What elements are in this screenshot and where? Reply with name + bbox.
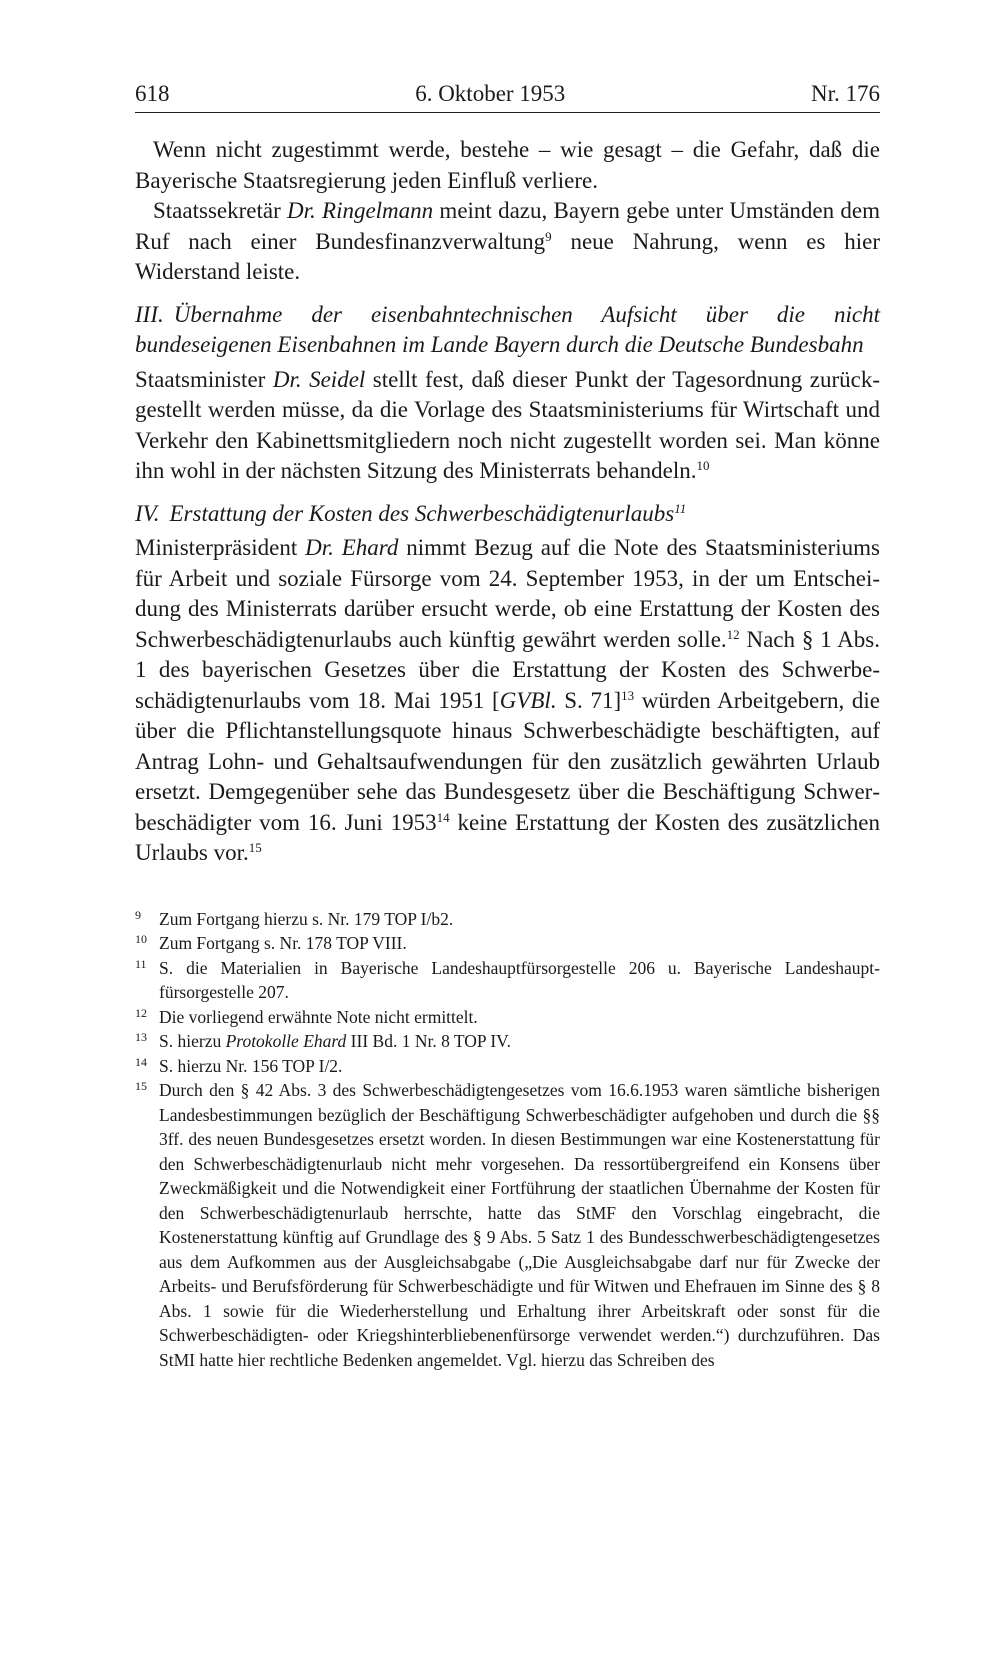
citation-ref: GVBl. — [499, 687, 557, 713]
footnote-ref[interactable]: 10 — [696, 458, 710, 473]
footnote-ref[interactable]: 14 — [436, 809, 450, 825]
footnote: 10 Zum Fortgang s. Nr. 178 TOP VIII. — [135, 932, 407, 953]
footnote-ref[interactable]: 12 — [726, 626, 740, 642]
footnote-ref[interactable]: 13 — [621, 687, 635, 703]
footnotes — [135, 907, 880, 1373]
running-header — [135, 80, 880, 113]
main-text — [135, 135, 880, 869]
document-page — [135, 80, 880, 1372]
paragraph-2: Staatssekretär Dr. Ringelmann meint dazu, Bayern gebe unter Umständen dem Ruf nach einer Bundesfinanzverwaltung$^9$ neue Nahrung, wenn es hier Widerstand leiste. — [135, 198, 880, 284]
footnote-ref[interactable]: 15 — [248, 840, 262, 855]
footnote-ref[interactable]: 11 — [674, 500, 687, 516]
document-number: Nr. 176 — [811, 81, 880, 106]
footnote-ref[interactable]: 9 — [545, 228, 552, 244]
speaker-name: Dr. Seidel — [272, 366, 366, 392]
speaker-name: Dr. Ehard — [305, 535, 399, 560]
page-number: 618 — [135, 81, 170, 106]
paragraph-4: Ministerpräsident Dr. Ehard nimmt Bezug auf die Note des Staatsministeriums für Arbeit und soziale Fürsorge vom 24. September 1953, in der um Entscheidung des Ministerrats darüber ersucht werde, ob eine Erstattung der Kosten des Schwerbeschädigtenurlaubs auch künftig gewährt werden solle.$^{12}$ Nach § 1 Abs. 1 des bayerischen Gesetzes über die Erstattung der Kosten des Schwerbeschädigtenurlaubs vom 18. Mai 1951 [GVBl. S. 71]$^{13}$ würden Arbeitgebern, die über die Pflichtanstellungsquote hinaus Schwerbeschädigte beschäftigten, auf Antrag Lohn- und Gehaltsaufwendungen für den zusätzlich gewährten Urlaub ersetzt. Demgegenüber sehe das Bundesgesetz über die Beschäftigung Schwerbeschädigter vom 16. Juni 1953$^{14}$ keine Erstattung der Kosten des zusätzlichen Urlaubs vor.$^{15}$ — [135, 535, 881, 865]
footnote: 14 S. hierzu Nr. 156 TOP I/2. — [135, 1054, 343, 1076]
footnote: 9 Zum Fortgang hierzu s. Nr. 179 TOP I/b2. — [135, 907, 454, 929]
speaker-name: Dr. Ringelmann — [287, 198, 434, 223]
footnote: 13 S. hierzu Protokolle Ehard III Bd. 1 Nr. 8 TOP IV. — [135, 1030, 511, 1051]
section-heading-iii: III. Übernahme der eisenbahntechnischen Aufsicht über die nicht bundeseigenen Eisenbahnen im Lande Bayern durch die Deutsche Bundesbahn — [135, 301, 880, 357]
footnote: 11 S. die Materialien in Bayerische Landeshauptfürsorgestelle 206 u. Bayerische Landeshauptfürsorgestelle 207. — [135, 956, 880, 1002]
header-date: 6. Oktober 1953 — [415, 81, 566, 106]
section-heading-iv: IV. Erstattung der Kosten des Schwerbeschädigtenurlaubs$^{11}$ — [135, 500, 687, 526]
paragraph-3: Staatsminister Dr. Seidel stellt fest, daß dieser Punkt der Tagesordnung zurückgestellt werden müsse, da die Vorlage des Staatsministeriums für Wirtschaft und Verkehr den Kabinettsmitgliedern noch nicht zugestellt worden sei. Man könne ihn wohl in der nächsten Sitzung des Ministerrats behandeln.$^{10}$ — [135, 366, 880, 483]
footnote: 15 Durch den § 42 Abs. 3 des Schwerbeschädigtengesetzes vom 16.6.1953 waren sämtliche bisherigen Landesbestimmungen bezüglich der Beschäftigung Schwerbeschädigter aufgehoben und durch die §§ 3ff. des neuen Bundesgesetzes ersetzt worden. In diesen Bestimmungen war eine Kostenerstattung für den Schwerbeschädigtenurlaub nicht mehr vorgesehen. Da ressortübergreifend ein Konsens über Zweckmäßigkeit und die Notwendigkeit einer Fortführung der staatlichen Übernahme der Kosten für den Schwerbeschädigtenurlaub herrschte, hatte das StMF den Vorschlag eingebracht, die Kostenerstattung künftig auf Grundlage des § 9 Abs. 5 Satz 1 des Bundesschwerbeschädigtengesetzes aus dem Aufkommen aus der Ausgleichsabgabe („Die Ausgleichsabgabe darf nur für Zwecke der Arbeits- und Berufsförderung für Schwerbeschädigte und für Witwen und Ehefrauen im Sinne des § 8 Abs. 1 sowie für die Wiederherstellung und Erhaltung ihrer Arbeitskraft oder sonst für die Schwerbeschädigten- oder Kriegshinterbliebenenfürsorge verwendet werden.“) durchzuführen. Das StMI hatte hier rechtliche Bedenken angemeldet. Vgl. hierzu das Schreiben des — [135, 1079, 880, 1370]
footnote: 12 Die vorliegend erwähnte Note nicht ermittelt. — [135, 1005, 478, 1027]
paragraph-1: Wenn nicht zugestimmt werde, bestehe – wie gesagt – die Gefahr, daß die Bayerische Staatsregierung jeden Einfluß verliere. — [135, 137, 880, 193]
